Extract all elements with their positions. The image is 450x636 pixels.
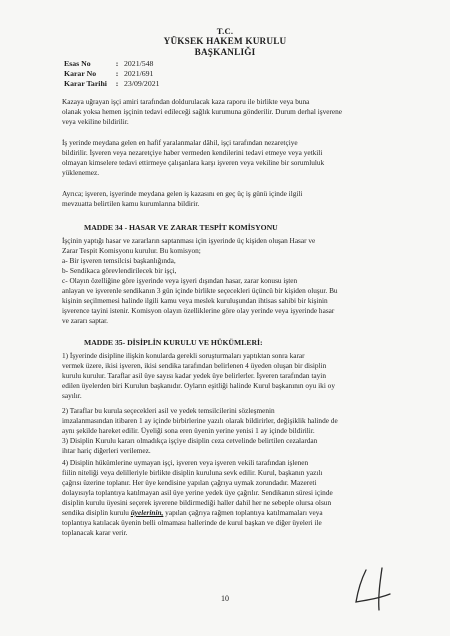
meta-label: Esas No [64,59,91,68]
text-line: ve zararı saptar. [62,316,108,325]
text-line: yüklenemez. [62,168,100,177]
text-line: Kazaya uğrayan işçi amiri tarafından doldurulacak kaza raporu ile birlikte veya buna [62,97,310,106]
page-number: 10 [221,594,229,603]
text-fragment: sendika disiplin kurulu [62,508,131,517]
text-line: aynı şekilde hareket edilir. Üyeliği sona eren üyenin yerine yenisi 1 ay içinde bildirilir. [62,426,315,435]
list-item-a: a- Bir işveren temsilcisi başkanlığında, [62,256,176,265]
text-line: çağrısı üzerine toplanır. Her üye kendisine yapılan çağrıya uymak zorundadır. Mazereti [62,478,317,487]
meta-row-karar [64,69,153,78]
text-line: İşçinin yaptığı hasar ve zararların saptanması için işyerinde üç kişiden oluşan Hasar ve [62,236,316,245]
text-line: disiplin kurulu üyesini seçerek işverene bildirmediği haller dahil her ne sebeple olursa olsun [62,498,332,507]
text-line: 3) Disiplin Kurulu kararı olmadıkça işçiye disiplin ceza cetvelinde belirtilen cezalardan [62,436,318,445]
meta-sep: : [115,69,119,78]
text-line: olmayan kimselere tedavi ettirmeye çalışanlara karşı işveren veya vekiline bir sorumluluk [62,158,325,167]
text-line: ihtar hariç diğerleri verilemez. [62,446,151,455]
text-line: sayılır. [62,391,82,400]
list-item-c: c- Olayın özelliğine göre işyerinde veya işyeri dışından hasar, zarar konusu işten [62,276,298,285]
meta-sep: : [115,59,119,68]
text-line: fiilin niteliği veya delilleriyle birlikte disiplin kuruluna sevk edilir. Kurul, başkanın yazılı [62,468,323,477]
text-line-emphasis [62,508,323,517]
meta-label: Karar Tarihi [64,79,107,88]
meta-row-esas [64,59,153,68]
meta-label: Karar No [64,69,97,78]
text-line: 1) İşyerinde disipline ilişkin konularda gerekli soruşturmaları yaptıktan sonra karar [62,351,305,360]
meta-value: 23/09/2021 [124,79,160,88]
header-presidency: BAŞKANLIĞI [194,47,256,57]
text-line: Zarar Tespit Komisyonu kurulur. Bu komisyon; [62,246,201,255]
text-line: bildirilir. İşveren veya nezaretçiye haber vermeden kendilerini tedavi etmeye veya yetkili [62,148,323,157]
text-line: 4) Disiplin hükümlerine uymayan işçi, işveren veya işveren vekili tarafından işlenen [62,458,309,467]
text-line: mevzuatta belirtilen kamu kurumlarına bildirir. [62,199,200,208]
meta-row-tarih [64,79,160,88]
signature-mark [338,564,408,614]
text-line: İş yerinde meydana gelen en hafif yaralanmalar dâhil, işçi tarafından nezaretçiye [62,138,298,147]
meta-sep: : [115,79,119,88]
text-line: dolayısıyla toplantıya katılmayan asil üye yerine yedek üye çağrılır. Sendikanın süresi içinde [62,488,333,497]
meta-value: 2021/691 [124,69,154,78]
header-tc: T.C. [216,26,234,36]
text-line: toplantıya katılacak üyenin belli olmaması hallerinde de kurul başkan ve diğer üyeleri ile [62,518,322,527]
text-line: veya vekiline bildirilir. [62,117,129,126]
text-line: kurulu kurulur. Taraflar asil üye sayısı kadar yedek üye belirlerler. İşveren tarafından tayin [62,371,326,380]
header-institution: YÜKSEK HAKEM KURULU [163,36,287,46]
text-line: Ayrıca; işveren, işyerinde meydana gelen iş kazasını en geç üç iş günü içinde ilgili [62,189,303,198]
text-line: anlayan ve işverenle sendikanın 3 gün içinde birlikte seçecekleri üçüncü bir kişiden oluşur. Bu [62,286,338,295]
emphasized-word: üyelerinin, [130,508,164,517]
meta-value: 2021/548 [124,59,154,68]
list-item-b: b- Sendikaca görevlendirilecek bir işçi, [62,266,177,275]
text-line: vermek üzere, ikisi işveren, ikisi sendika tarafından belirlenen 4 üyeden oluşan bir disiplin [62,361,327,370]
text-line: imzalanmasından itibaren 1 ay içinde birbirlerine yazılı olarak bildirirler, değişiklik halinde de [62,416,338,425]
text-line: toplanacak karar verir. [62,528,128,537]
text-line: olanak yoksa hemen işçinin tedavi edileceği sağlık kurumuna gönderilir. Durum derhal işverene [62,107,343,116]
text-line: işverence tayini istenir. Komisyon olayın özelliklerine göre olay yerinde veya işyerinde hasar [62,306,335,315]
article-35-heading: MADDE 35- DİSİPLİN KURULU VE HÜKÜMLERİ: [84,338,263,347]
text-line: 2) Taraflar bu kurula seçecekleri asil ve yedek temsilcilerini sözleşmenin [62,406,275,415]
text-line: kişinin seçilmemesi halinde ilgili kamu veya meslek kuruluşundan ihtisas sahibi bir kişinin [62,296,328,305]
text-line: edilen üyelerden biri Kurulun başkanıdır. Oyların eşitliği halinde Kurul başkanının oyu iki oy [62,381,335,390]
article-34-heading: MADDE 34 - HASAR VE ZARAR TESPİT KOMİSYONU [84,223,278,232]
text-fragment: yapılan çağrıya rağmen toplantıya katılmamaları veya [163,508,323,517]
